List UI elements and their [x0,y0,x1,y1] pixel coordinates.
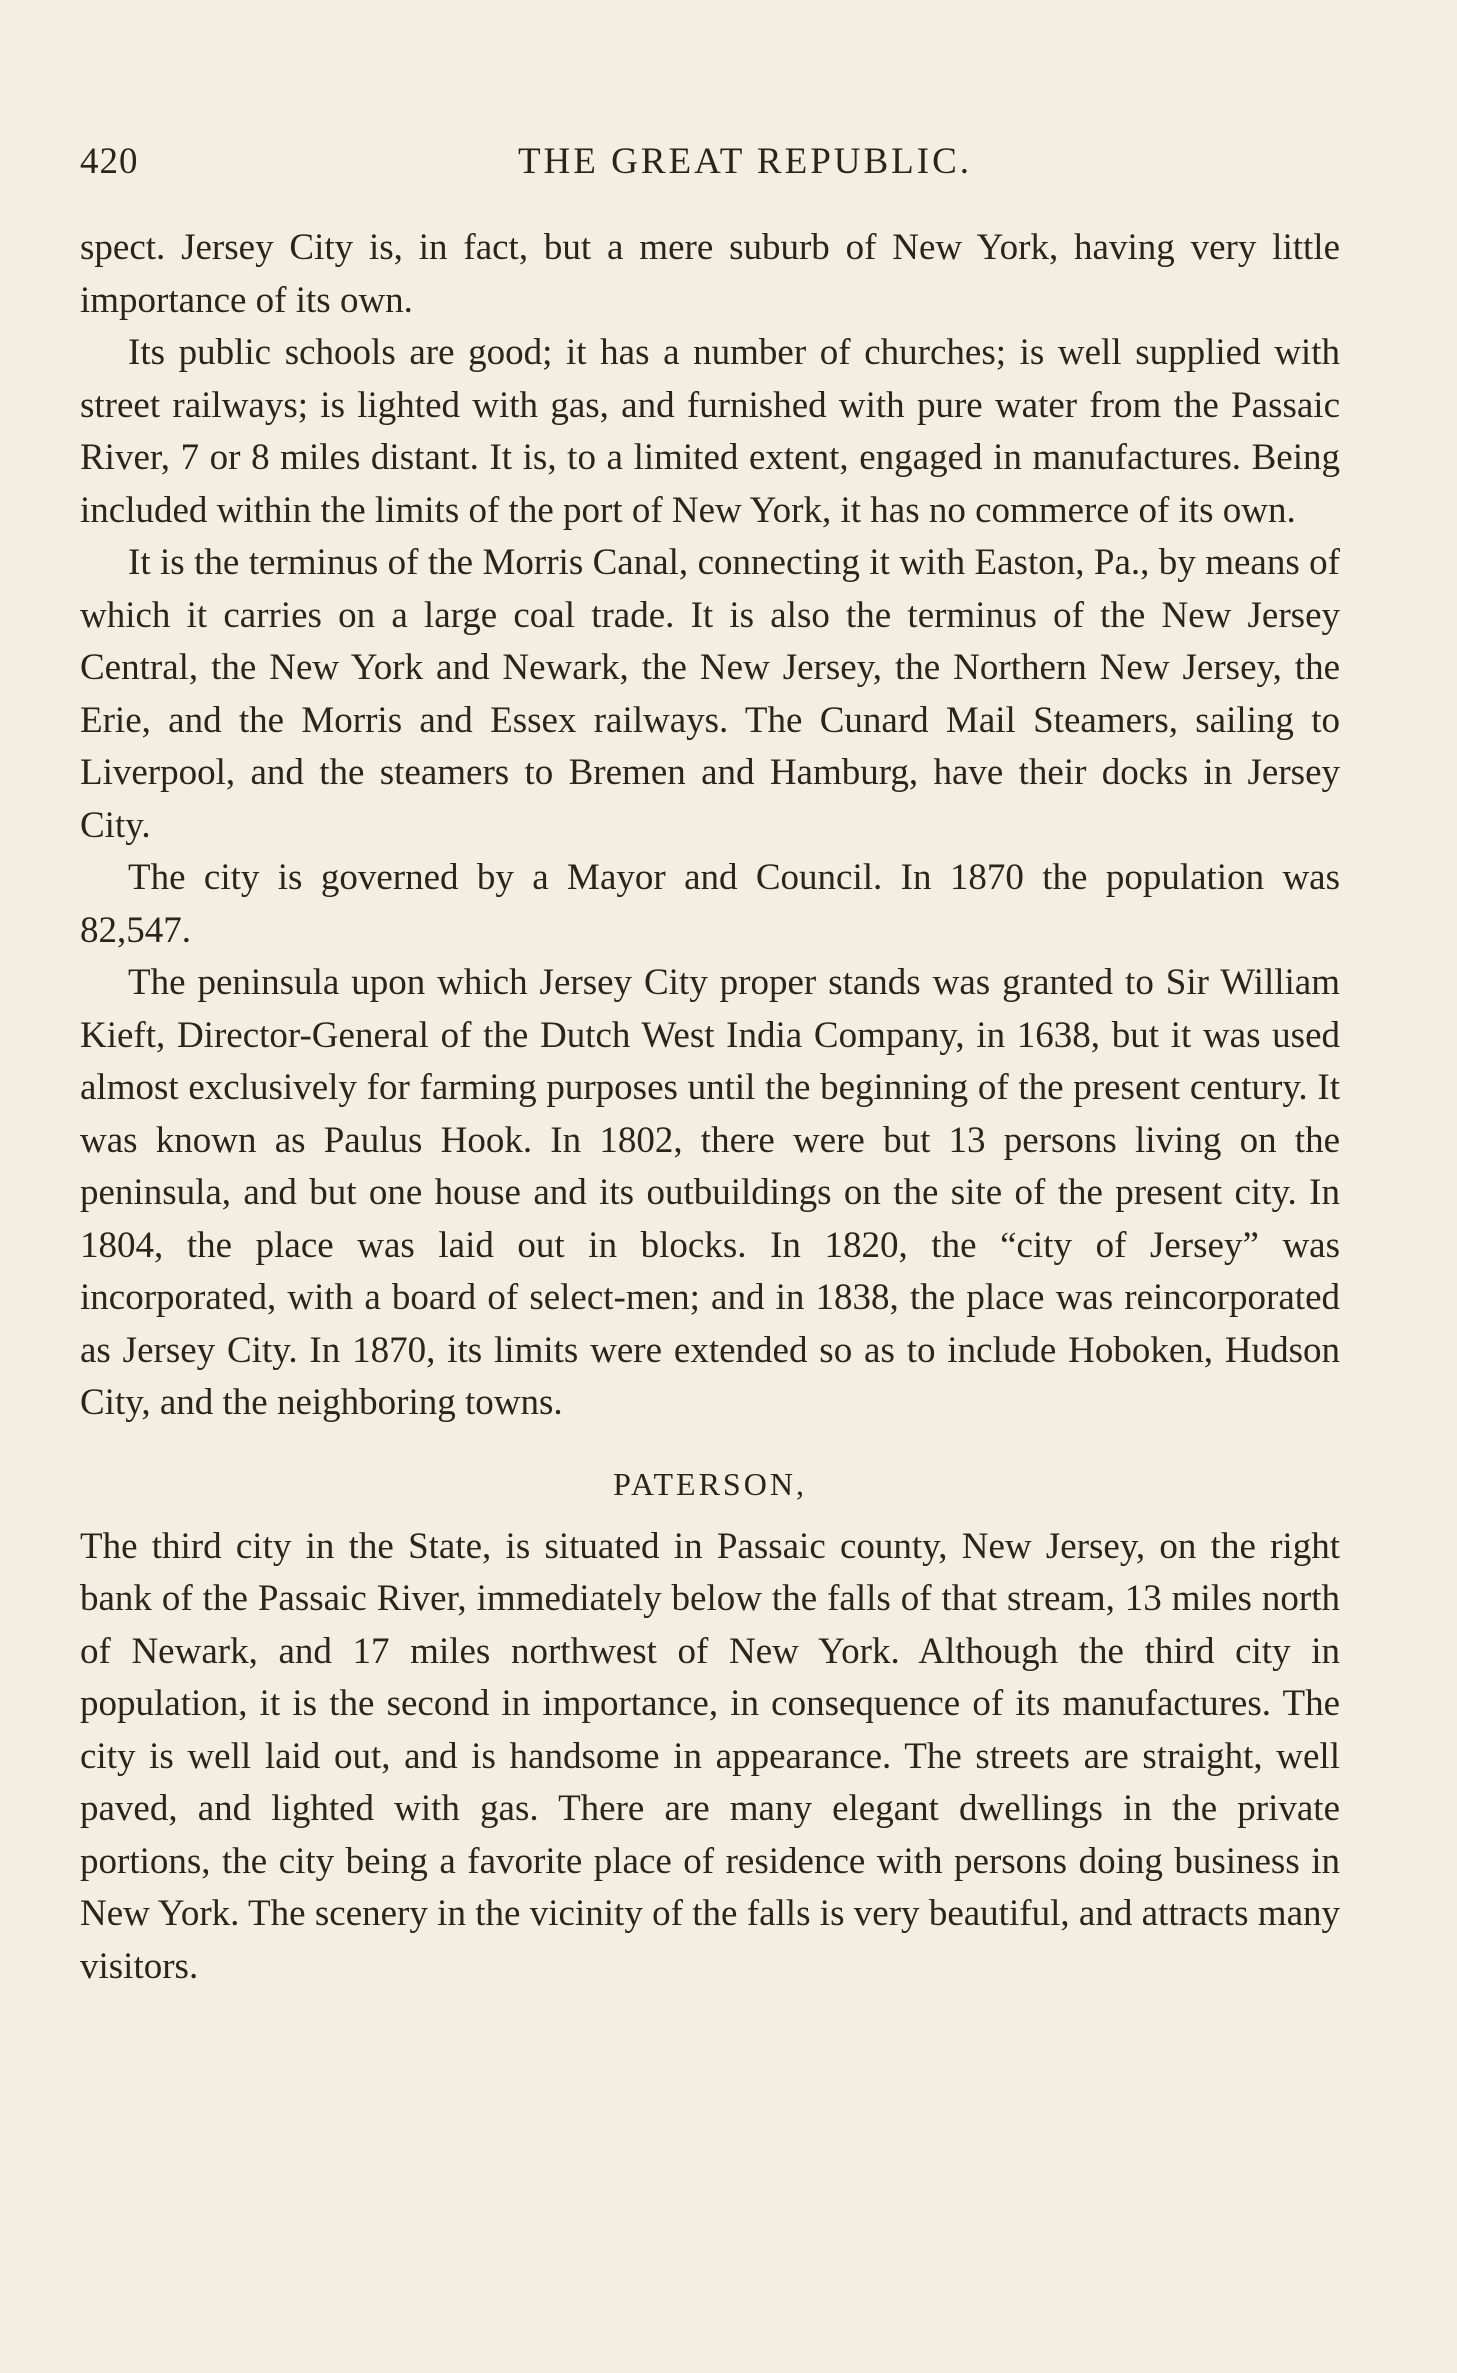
page-number: 420 [80,141,139,182]
running-head [80,140,1350,190]
running-title: THE GREAT REPUBLIC. [517,141,973,182]
paragraph-government: The city is governed by a Mayor and Council. In 1870 the population was 82,547. [80,857,1340,951]
paragraph-public-schools: Its public schools are good; it has a number of churches; is well supplied with street railways; is lighted with gas, and furnished with pure water from the Passaic River, 7 or 8 miles distant. It is, to a limited extent, engaged in manufactures. Being included within the limits of the port of New York, it has no commerce of its own. [80,332,1340,531]
paragraph-peninsula-history: The peninsula upon which Jersey City proper stands was granted to Sir William Kieft, Director-General of the Dutch West India Company, in 1638, but it was used almost exclusively for farming purposes until the beginning of the present century. It was known as Paulus Hook. In 1802, there were but 13 persons living on the peninsula, and but one house and its outbuildings on the site of the present city. In 1804, the place was laid out in blocks. In 1820, the “city of Jersey” was incorporated, with a board of select-men; and in 1838, the place was reincorporated as Jersey City. In 1870, its limits were extended so as to include Hoboken, Hudson City, and the neighboring towns. [80,962,1340,1423]
body-text [80,222,1340,1993]
paragraph-continuation: spect. Jersey City is, in fact, but a mere suburb of New York, having very little importance of its own. [80,227,1340,321]
paragraph-morris-canal: It is the terminus of the Morris Canal, connecting it with Easton, Pa., by means of which it carries on a large coal trade. It is also the terminus of the New Jersey Central, the New York and Newark, the New Jersey, the Northern New Jersey, the Erie, and the Morris and Essex railways. The Cunard Mail Steamers, sailing to Liverpool, and the steamers to Bremen and Hamburg, have their docks in Jersey City. [80,542,1340,846]
paragraph-paterson: The third city in the State, is situated in Passaic county, New Jersey, on the right bank of the Passaic River, immediately below the falls of that stream, 13 miles north of Newark, and 17 miles northwest of New York. Although the third city in population, it is the second in importance, in consequence of its manufactures. The city is well laid out, and is handsome in appearance. The streets are straight, well paved, and lighted with gas. There are many elegant dwellings in the private portions, the city being a favorite place of residence with persons doing business in New York. The scenery in the vicinity of the falls is very beautiful, and attracts many visitors. [80,1525,1340,1987]
section-heading-paterson: PATERSON, [613,1465,807,1502]
